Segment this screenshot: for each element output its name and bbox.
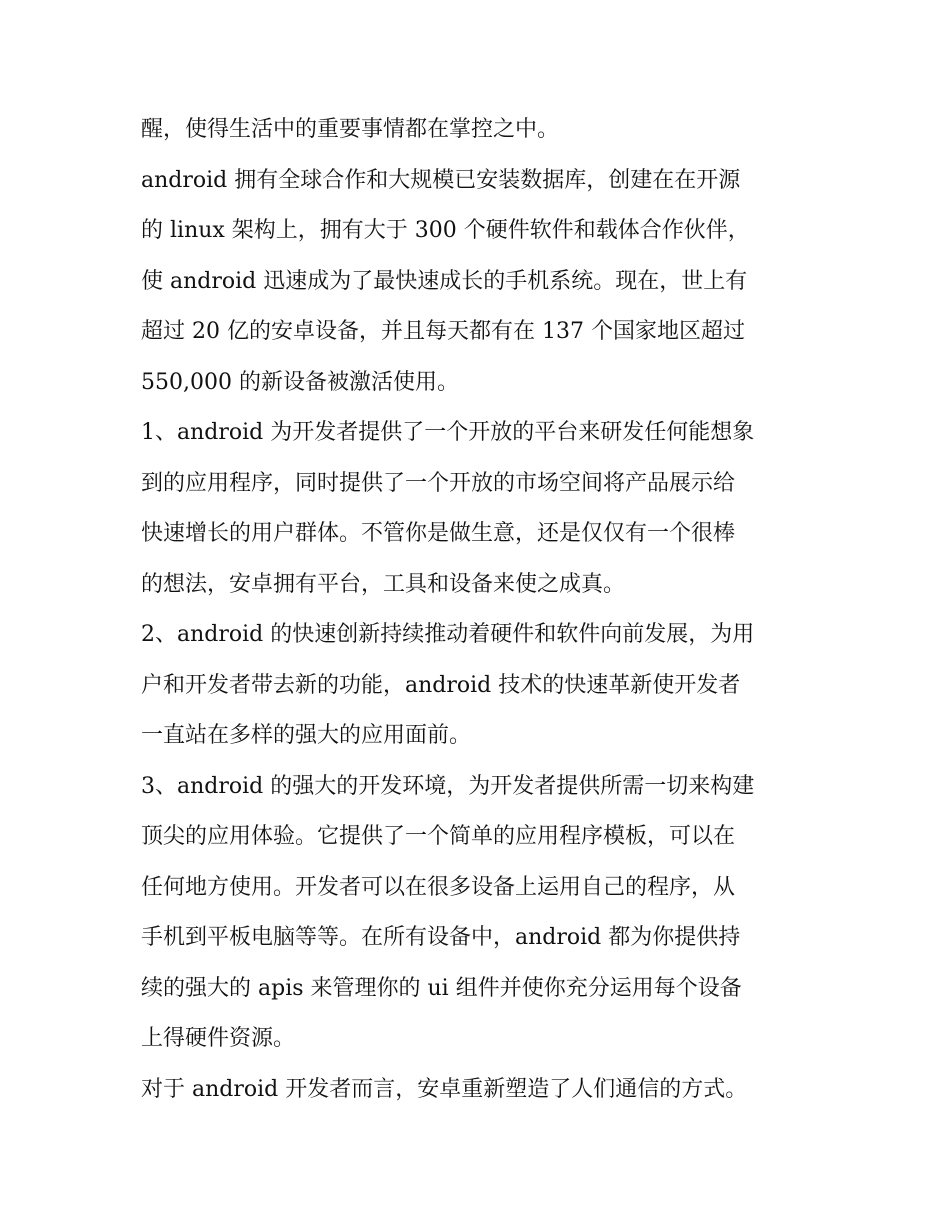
text-line: 3、android 的强大的开发环境，为开发者提供所需一切来构建: [141, 773, 755, 799]
text-line: 户和开发者带去新的功能，android 技术的快速革新使开发者: [141, 672, 741, 698]
text-line: android 拥有全球合作和大规模已安装数据库，创建在在开源: [141, 167, 741, 193]
text-line: 的 linux 架构上，拥有大于 300 个硬件软件和载体合作伙伴，: [141, 218, 750, 243]
text-line: 顶尖的应用体验。它提供了一个简单的应用程序模板，可以在: [141, 824, 736, 849]
text-line: 550,000 的新设备被激活使用。: [141, 369, 459, 395]
text-line: 2、android 的快速创新持续推动着硬件和软件向前发展，为用: [141, 622, 755, 647]
text-line: 任何地方使用。开发者可以在很多设备上运用自己的程序，从: [141, 874, 736, 900]
text-line: 的想法，安卓拥有平台，工具和设备来使之成真。: [141, 571, 626, 597]
text-line: 快速增长的用户群体。不管你是做生意，还是仅仅有一个很棒: [141, 521, 736, 546]
text-line: 超过 20 亿的安卓设备，并且每天都有在 137 个国家地区超过: [141, 319, 745, 344]
text-line: 对于 android 开发者而言，安卓重新塑造了人们通信的方式。: [141, 1076, 748, 1102]
text-line: 手机到平板电脑等等。在所有设备中，android 都为你提供持: [141, 925, 741, 950]
text-line: 到的应用程序，同时提供了一个开放的市场空间将产品展示给: [141, 470, 736, 496]
text-line: 醒，使得生活中的重要事情都在掌控之中。: [141, 117, 560, 142]
text-line: 使 android 迅速成为了最快速成长的手机系统。现在，世上有: [141, 268, 748, 294]
text-line: 续的强大的 apis 来管理你的 ui 组件并使你充分运用每个设备: [141, 975, 742, 1001]
text-line: 上得硬件资源。: [141, 1026, 296, 1051]
text-line: 一直站在多样的强大的应用面前。: [141, 723, 472, 748]
document-body: [141, 105, 821, 1115]
text-line: 1、android 为开发者提供了一个开放的平台来研发任何能想象: [141, 420, 755, 445]
